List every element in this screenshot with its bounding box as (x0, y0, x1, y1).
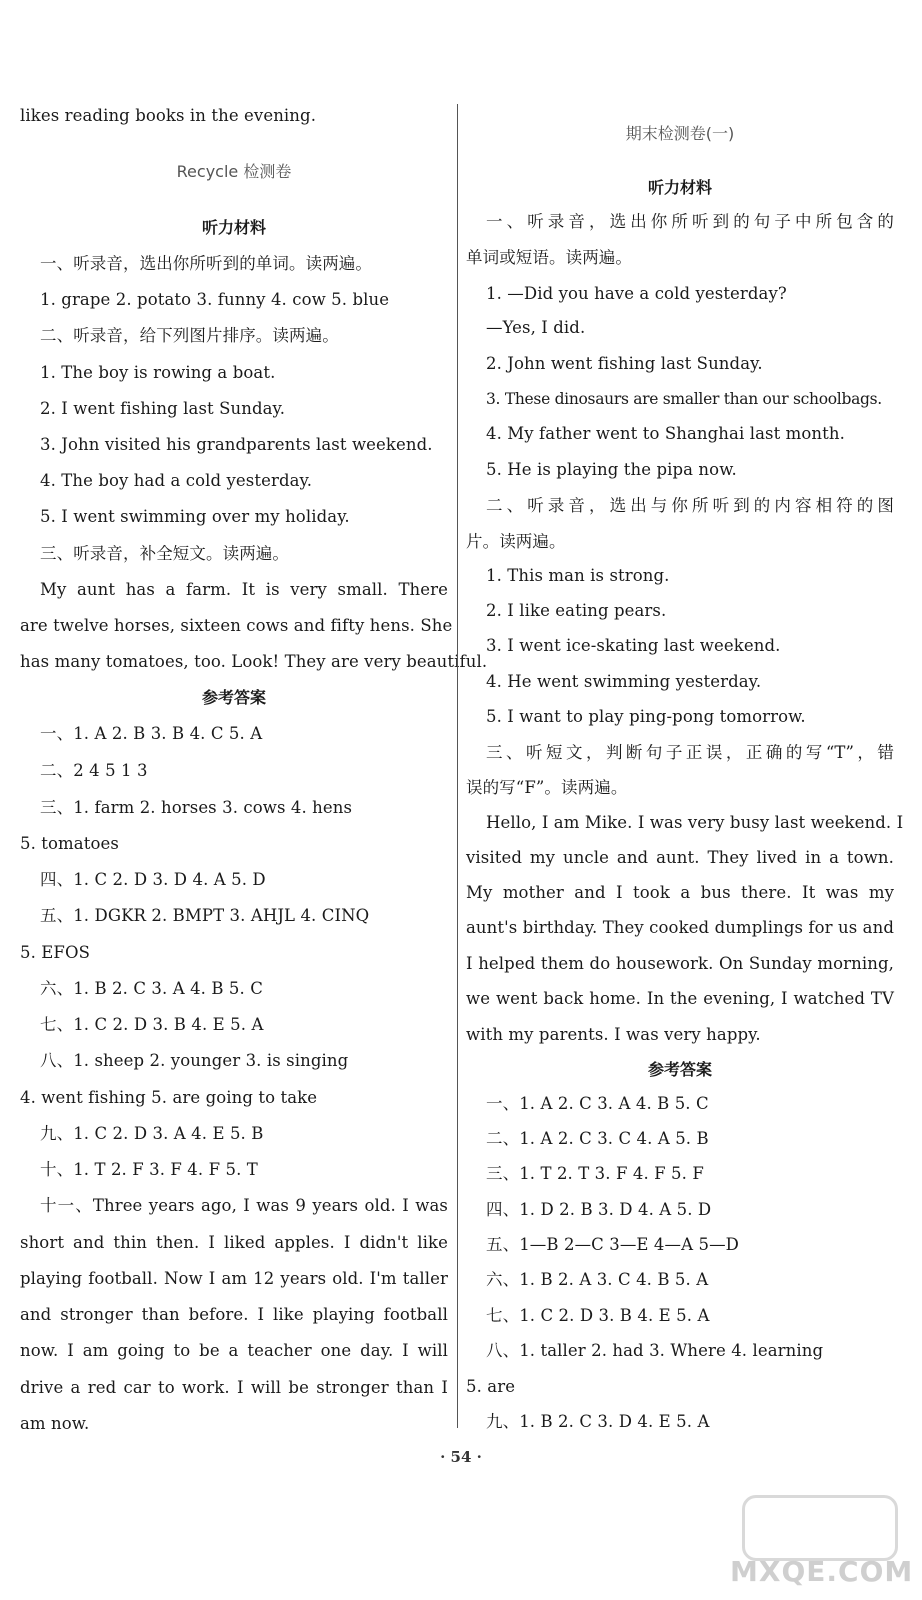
text-line: 1. The boy is rowing a boat. (40, 363, 276, 382)
answer-line: now. I am going to be a teacher one day. I will (20, 1341, 448, 1360)
text-line: 1. grape 2. potato 3. funny 4. cow 5. blue (40, 290, 390, 309)
intro-line: likes reading books in the evening. (20, 106, 317, 125)
text-line: 2. John went fishing last Sunday. (486, 354, 763, 373)
answer-line: 一、1. A 2. B 3. B 4. C 5. A (40, 724, 263, 743)
answer-line: 九、1. B 2. C 3. D 4. E 5. A (486, 1412, 710, 1431)
answer-line: 二、2 4 5 1 3 (40, 761, 148, 780)
answer-line: and stronger than before. I like playing football (20, 1305, 448, 1324)
answer-line: am now. (20, 1414, 90, 1433)
answer-line: 五、1. DGKR 2. BMPT 3. AHJL 4. CINQ (40, 906, 370, 925)
answer-line: drive a red car to work. I will be stronger than I (20, 1378, 448, 1397)
answer-line: 二、1. A 2. C 3. C 4. A 5. B (486, 1129, 709, 1148)
text-line: 三、听录音，补全短文。读两遍。 (40, 544, 289, 563)
text-line: with my parents. I was very happy. (466, 1025, 761, 1044)
answer-line: 四、1. C 2. D 3. D 4. A 5. D (40, 870, 266, 889)
text-line: 2. I went fishing last Sunday. (40, 399, 286, 418)
listening-heading-left: 听力材料 (201, 218, 266, 237)
text-line: we went back home. In the evening, I watched TV (466, 989, 894, 1008)
answer-line: 5. EFOS (20, 943, 91, 962)
text-line: 3. John visited his grandparents last weekend. (40, 435, 433, 454)
answer-line: 八、1. sheep 2. younger 3. is singing (40, 1051, 349, 1070)
column-divider (457, 104, 458, 1428)
answer-line: 一、1. A 2. C 3. A 4. B 5. C (486, 1094, 709, 1113)
answer-line: 十、1. T 2. F 3. F 4. F 5. T (40, 1160, 258, 1179)
text-line: —Yes, I did. (486, 318, 586, 337)
text-line: 5. I want to play ping-pong tomorrow. (486, 707, 806, 726)
page-number: · 54 · (440, 1448, 482, 1466)
text-line: 一、听录音，选出你所听到的句子中所包含的 (486, 212, 894, 231)
text-line: My aunt has a farm. It is very small. There (40, 580, 448, 599)
text-line: 1. —Did you have a cold yesterday? (486, 284, 787, 303)
text-line: 二、听录音，选出与你所听到的内容相符的图 (486, 496, 894, 515)
text-line: aunt's birthday. They cooked dumplings for us and (466, 918, 894, 937)
answer-line: 六、1. B 2. C 3. A 4. B 5. C (40, 979, 263, 998)
answer-line: 六、1. B 2. A 3. C 4. B 5. A (486, 1270, 709, 1289)
text-line: are twelve horses, sixteen cows and fifty hens. She (20, 616, 453, 635)
answer-line: 八、1. taller 2. had 3. Where 4. learning (486, 1341, 824, 1360)
answer-line: 三、1. farm 2. horses 3. cows 4. hens (40, 798, 353, 817)
answer-line: 十一、Three years ago, I was 9 years old. I was (40, 1196, 448, 1215)
answer-line: playing football. Now I am 12 years old. I'm taller (20, 1269, 448, 1288)
text-line: Hello, I am Mike. I was very busy last weekend. I (486, 813, 904, 832)
text-line: 2. I like eating pears. (486, 601, 667, 620)
answer-line: short and thin then. I liked apples. I didn't like (20, 1233, 448, 1252)
answer-line: 5. tomatoes (20, 834, 119, 853)
answer-line: 四、1. D 2. B 3. D 4. A 5. D (486, 1200, 712, 1219)
answer-line: 九、1. C 2. D 3. A 4. E 5. B (40, 1124, 264, 1143)
text-line: visited my uncle and aunt. They lived in a town. (466, 848, 894, 867)
text-line: 二、听录音，给下列图片排序。读两遍。 (40, 326, 339, 345)
text-line: has many tomatoes, too. Look! They are very beautiful. (20, 652, 488, 671)
text-line: 5. I went swimming over my holiday. (40, 507, 350, 526)
text-line: 片。读两遍。 (466, 532, 566, 551)
text-line: 一、听录音，选出你所听到的单词。读两遍。 (40, 254, 372, 273)
text-line: 单词或短语。读两遍。 (466, 248, 632, 267)
final-exam-title: 期末检测卷(一) (625, 124, 735, 143)
text-line: 4. My father went to Shanghai last month. (486, 424, 845, 443)
answer-line: 4. went fishing 5. are going to take (20, 1088, 318, 1107)
recycle-title: Recycle 检测卷 (176, 162, 292, 181)
text-line: 误的写“F”。读两遍。 (466, 778, 628, 797)
listening-heading-right: 听力材料 (647, 178, 712, 197)
text-line: 1. This man is strong. (486, 566, 670, 585)
answer-line: 七、1. C 2. D 3. B 4. E 5. A (486, 1306, 710, 1325)
answers-heading-left: 参考答案 (201, 688, 266, 707)
watermark-badge-icon (742, 1495, 898, 1561)
text-line: 4. The boy had a cold yesterday. (40, 471, 313, 490)
answers-heading-right: 参考答案 (647, 1060, 712, 1079)
text-line: 3. I went ice-skating last weekend. (486, 636, 781, 655)
text-line: 4. He went swimming yesterday. (486, 672, 762, 691)
watermark-text: MXQE.COM (730, 1555, 914, 1588)
text-line: 3. These dinosaurs are smaller than our schoolbags. (486, 390, 882, 408)
answer-line: 三、1. T 2. T 3. F 4. F 5. F (486, 1164, 704, 1183)
text-line: I helped them do housework. On Sunday morning, (466, 954, 894, 973)
answer-line: 五、1—B 2—C 3—E 4—A 5—D (486, 1235, 740, 1254)
answer-line: 七、1. C 2. D 3. B 4. E 5. A (40, 1015, 264, 1034)
text-line: My mother and I took a bus there. It was my (466, 883, 894, 902)
text-line: 三、听短文，判断句子正误，正确的写“T”，错 (486, 743, 894, 762)
text-line: 5. He is playing the pipa now. (486, 460, 737, 479)
watermark-logo (730, 1495, 914, 1595)
answer-line: 5. are (466, 1377, 516, 1396)
